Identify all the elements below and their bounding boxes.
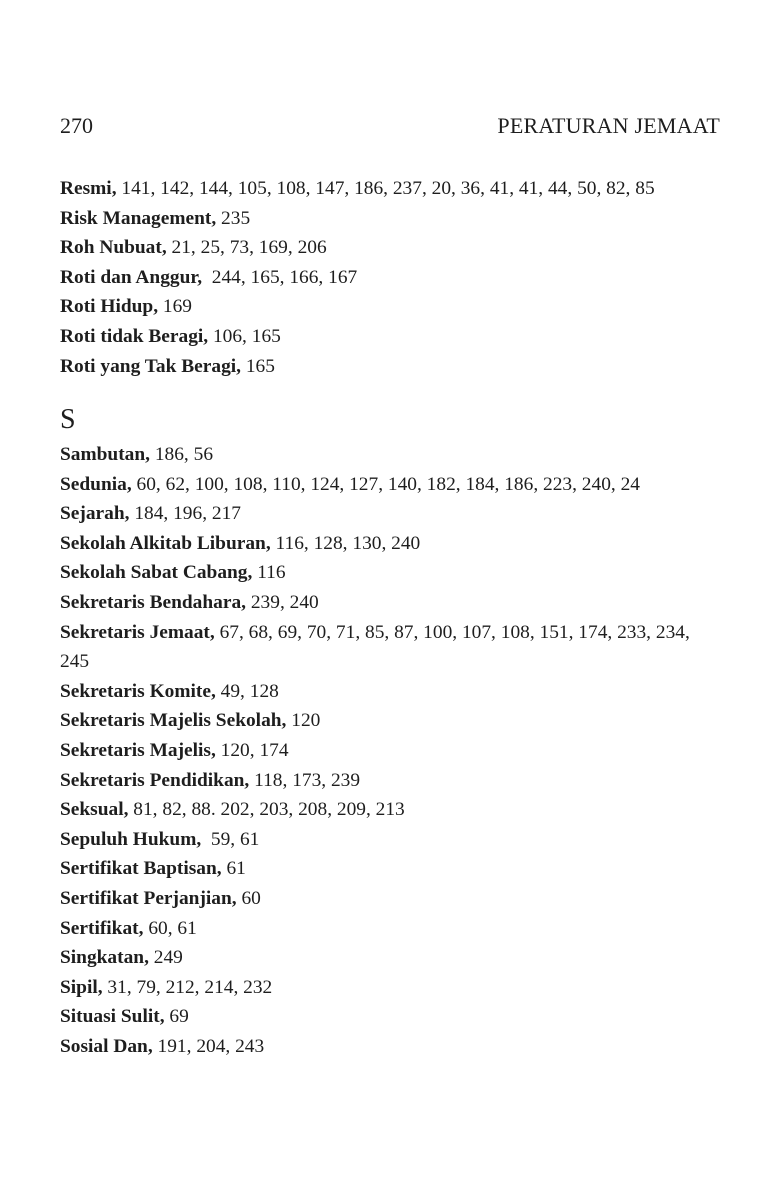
- index-pages: 60, 61: [143, 917, 197, 939]
- index-pages: 141, 142, 144, 105, 108, 147, 186, 237, 20, 36, 41, 41, 44, 50, 82, 85: [116, 178, 655, 199]
- index-term: Roti yang Tak Beragi,: [60, 355, 242, 377]
- section-letter-heading: S: [60, 404, 76, 435]
- index-pages: 249: [148, 947, 183, 969]
- index-term: Roh Nubuat,: [60, 237, 167, 259]
- index-entry: [60, 736, 720, 766]
- index-pages: 186, 56: [150, 444, 214, 465]
- index-term: Roti tidak Beragi,: [60, 325, 209, 347]
- index-term: Sekolah Alkitab Liburan,: [60, 532, 271, 554]
- index-term: Sepuluh Hukum,: [60, 828, 202, 850]
- index-entry: [60, 706, 720, 736]
- index-term: Sekretaris Majelis,: [60, 739, 216, 761]
- index-term: Sertifikat Baptisan,: [60, 858, 222, 880]
- index-section-s: [60, 400, 720, 1061]
- index-term: Sedunia,: [60, 473, 132, 495]
- index-pages: 60: [236, 887, 261, 909]
- index-term: Resmi,: [60, 178, 117, 199]
- index-pages: 59, 61: [201, 828, 260, 850]
- index-pages: 69: [164, 1006, 189, 1028]
- index-pages: 235: [216, 207, 251, 229]
- index-pages: 120, 174: [215, 739, 289, 761]
- index-pages: 239, 240: [246, 591, 319, 613]
- index-term: Sertifikat Perjanjian,: [60, 887, 237, 909]
- index-entry: [60, 470, 720, 500]
- index-pages: 106, 165: [208, 325, 281, 347]
- page-header: [60, 113, 720, 145]
- index-entry: [60, 588, 720, 618]
- index-term: Sekretaris Bendahara,: [60, 591, 247, 613]
- index-pages: 169: [158, 296, 192, 318]
- index-entry: [60, 677, 720, 707]
- book-page: [60, 0, 720, 1200]
- index-pages: 21, 25, 73, 169, 206: [166, 237, 327, 259]
- index-pages: 116, 128, 130, 240: [270, 532, 421, 554]
- index-entry: [60, 1032, 720, 1062]
- index-entry: [60, 292, 720, 322]
- index-pages: 120: [286, 710, 321, 732]
- index-term: Sekretaris Jemaat,: [60, 621, 215, 643]
- index-entry: [60, 973, 720, 1003]
- index-term: Risk Management,: [60, 207, 217, 229]
- index-term: Sosial Dan,: [60, 1035, 153, 1057]
- index-pages: 61: [221, 858, 246, 880]
- index-term: Sekretaris Komite,: [60, 680, 216, 702]
- index-entry: [60, 854, 720, 884]
- index-section-r: [60, 174, 720, 381]
- index-entry: [60, 1002, 720, 1032]
- index-term: Sipil,: [60, 976, 103, 998]
- index-term: Seksual,: [60, 799, 129, 821]
- index-pages: 116: [252, 562, 286, 584]
- index-entry: [60, 795, 720, 825]
- index-pages: 60, 62, 100, 108, 110, 124, 127, 140, 182, 184, 186, 223, 240, 24: [131, 473, 640, 495]
- index-term: Situasi Sulit,: [60, 1006, 165, 1028]
- index-entry: [60, 352, 720, 382]
- index-term: Sekretaris Pendidikan,: [60, 769, 250, 791]
- index-entry: [60, 204, 720, 234]
- index-pages: 165: [241, 355, 275, 377]
- index-term: Roti Hidup,: [60, 296, 159, 318]
- index-term: Sambutan,: [60, 444, 150, 465]
- index-pages: 118, 173, 239: [249, 769, 361, 791]
- index-term: Roti dan Anggur,: [60, 266, 203, 288]
- index-pages: 81, 82, 88. 202, 203, 208, 209, 213: [128, 799, 405, 821]
- index-entry: [60, 766, 720, 796]
- running-title: PERATURAN JEMAAT: [497, 113, 720, 138]
- index-entry: [60, 263, 720, 293]
- index-entry: [60, 233, 720, 263]
- index-entry: [60, 914, 720, 944]
- index-term: Sejarah,: [60, 503, 130, 525]
- index-pages: 191, 204, 243: [152, 1035, 265, 1057]
- index-entry: [60, 825, 720, 855]
- index-term: Sertifikat,: [60, 917, 144, 939]
- index-entry: [60, 943, 720, 973]
- index-pages: 244, 165, 166, 167: [202, 266, 358, 288]
- index-pages: 184, 196, 217: [129, 503, 241, 525]
- index-term: Sekretaris Majelis Sekolah,: [60, 710, 287, 732]
- index-entry: [60, 440, 720, 470]
- index-entry: [60, 499, 720, 529]
- index-pages: 49, 128: [215, 680, 279, 702]
- index-term: Sekolah Sabat Cabang,: [60, 562, 253, 584]
- index-pages: 31, 79, 212, 214, 232: [102, 976, 273, 998]
- index-entry: [60, 558, 720, 588]
- index-entry: [60, 884, 720, 914]
- index-pages: 67, 68, 69, 70, 71, 85, 87, 100, 107, 108, 151, 174, 233, 234, 245: [60, 621, 690, 673]
- index-entry: [60, 618, 720, 677]
- index-entry: [60, 529, 720, 559]
- index-term: Singkatan,: [60, 947, 149, 969]
- index-entry: [60, 322, 720, 352]
- index-entry: [60, 174, 720, 204]
- page-number: 270: [60, 113, 93, 138]
